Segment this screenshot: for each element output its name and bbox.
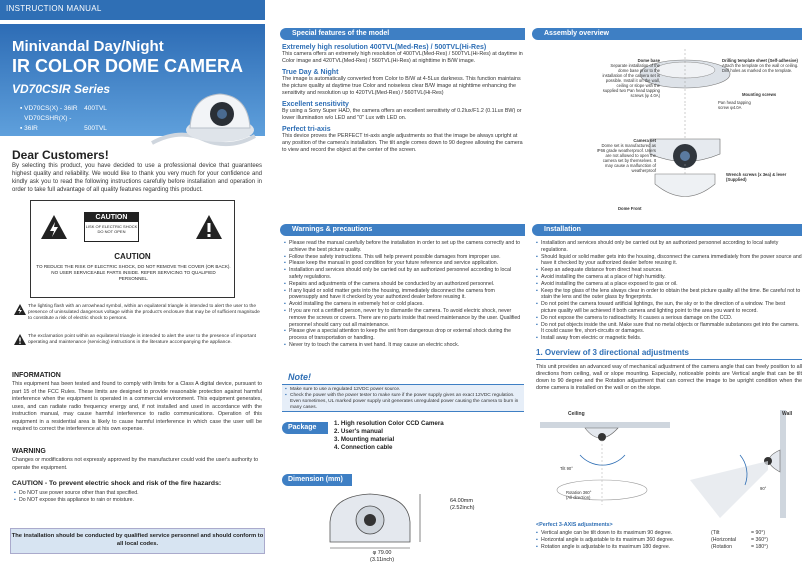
list-item: 3. Mounting material [334, 436, 395, 443]
width-dimension [370, 550, 394, 564]
list-item: ▪ Should liquid or solid matter gets into the housing, disconnect the camera immediately from the power source and have it checked by your authorized dealer before reusing it. [536, 254, 802, 268]
section-title: Special features of the model [292, 30, 390, 37]
label-desc: Separate installation of the dome base prior to the installation of the camera set is possible. Install it on the wall, ceiling or slope with the supplied two Pan head tapping screws (φ 4.0A) [602, 63, 660, 98]
installation-list [536, 240, 802, 342]
list-item: 4. Connection cable [334, 444, 393, 451]
model-name: VD70CSHR(X) - 36IR [24, 115, 72, 132]
overview-text: This unit provides an advanced way of mechanical adjustment of the camera angle that can freely position to all directions from ceiling, wall or slope mounting. Especially, noticeable points are Vertical angle that can be tilt down to 90 degree and the Rotation adjustment that can correct the image to be upright condition when the dome camera is installed on the wall or on the slope. [536, 364, 802, 391]
list-item: ▪ Do not expose the camera to radioactivity. It causes a serious damage on the CCD. [536, 315, 802, 322]
drilling-template-label [722, 58, 802, 73]
list-item: ▪ Never try to touch the camera in wet hand. It may cause an electric shock. [284, 342, 524, 349]
manual-label: INSTRUCTION MANUAL [6, 4, 102, 13]
note-box [282, 384, 524, 412]
caution-inner-text: LISK OF ELECTRIC SHOCK DO NOT OPEN [85, 224, 138, 234]
product-title-line2: IR COLOR DOME CAMERA [12, 56, 243, 76]
axis-name: (Horizontal [711, 536, 737, 543]
label-sub: (Self-adhesive) [768, 58, 798, 63]
list-item: ▪ Avoid installing the camera in extremely hot or cold places. [284, 301, 524, 308]
axis-value: = 360°) [751, 536, 768, 543]
tilt-label: Tilt 90° [560, 466, 573, 471]
assembly-section-header [532, 28, 802, 40]
pan-head-label: Pan head tapping screw φ4.0A [718, 100, 751, 110]
all-direction-text: (All direction) [566, 495, 591, 500]
feature-text: This device proves the PERFECT tri-axis angle adjustments so that the image be always upright at any position of the camera's installation. The tilt angle comes down to 90 degree allowing the camera to view and record the object at the center of the screen. [282, 133, 523, 153]
list-item: ▪ Installation and services should only be carried out by an authorized personnel according to local safety regulations. [536, 240, 802, 254]
dome-base-label [600, 58, 660, 98]
list-item [536, 530, 802, 537]
axis-name: (Tilt [711, 530, 720, 536]
caution-text: TO REDUCE THE RISK OF ELECTRIC SHOCK, DO NOT REMOVE THE COVER (OR BACK). NO USER SERVICEABLE PARTS INSIDE. REFER SERVICING TO QUALIFIED PERSONNEL. [36, 264, 231, 281]
perfect-axis-heading: <Perfect 3-AXIS adjustments> [536, 522, 613, 528]
list-item: ▪ Do not put objects inside the unit. Make sure that no metal objects or flammable substances get into the camera. It could cause fire, short-circuits or damages. [536, 322, 802, 336]
axis-text: ▪ Horizontal angle is adjustable to its maximum 360 degree. [541, 536, 675, 543]
list-item: ▪ Do NOT use power source other than that specified. [14, 490, 139, 497]
overview-rule [536, 359, 802, 360]
list-item: ▪ Install away from electric or magnetic fields. [536, 335, 802, 342]
greeting: Dear Customers! [12, 148, 109, 162]
lightning-warning-icon [40, 214, 68, 240]
model-row: ▪ VD70CSHR(X) - 36IR 500TVL [20, 115, 107, 132]
section-title: Warnings & precautions [292, 226, 373, 233]
caution-label: CAUTION [85, 213, 138, 222]
list-item: ▪ Please keep the manual in good condition for your future reference and service application. [284, 260, 524, 267]
package-list [334, 420, 444, 452]
footer-text: The installation should be conducted by qualified service personnel and should conform to all local codes. [11, 533, 264, 547]
height-inch: (2.52inch) [450, 505, 475, 511]
warning-text: Changes or modifications not expressly approved by the manufacturer could void the user's authority to operate the equipment. [12, 457, 259, 471]
width-mm: φ 79.00 [372, 550, 392, 556]
axis-value: = 180°) [751, 543, 768, 550]
ninety-label: 90° [760, 486, 767, 491]
package-tag: Package [282, 422, 328, 434]
feature-text: By using a Sony Super HAD, the camera offers an excellent sensitivity of 0.2lux/F1.2 (0.1Lux BW) or lower illumination w/o LED and "0" Lux with LED on. [282, 108, 522, 121]
axis-text: ▪ Vertical angle can be tilt down to its maximum 90 degree. [541, 530, 673, 536]
label-title: Camera set [633, 138, 656, 143]
exclamation-text: The exclamation point within an equilateral triangle is intended to alert the user to the presence of important operating and maintenance (servicing) instructions in the literature accompanying the appliance. [28, 334, 256, 345]
list-item: ▪ Please give a special attention to keep the unit from dangerous drop or external shock during the process of transportation or handling. [284, 328, 524, 342]
caution-label-box [84, 212, 139, 242]
axis-text: ▪ Rotation angle is adjustable to its maximum 180 degree. [541, 543, 671, 550]
label-title: Dome base [637, 58, 660, 63]
feature-heading: Excellent sensitivity [282, 101, 349, 108]
list-item: ▪ If you are not a certified person, never try to dismantle the camera. To avoid electric shock, never remove the screws or covers. There are no parts inside that need maintenance by the user. Qualified personnel should carry out all maintenance. [284, 308, 524, 328]
dimension-tag: Dimension (mm) [282, 474, 352, 486]
list-item: ▪ Repairs and adjustments of the camera should be conducted by an authorized personnel. [284, 281, 524, 288]
caution-heading: CAUTION [114, 252, 151, 261]
model-tvl: 400TVL [84, 105, 107, 112]
lightning-text: The lighting flash with an arrowhead symbol, within an equilateral triangle is intended to alert the user to the presence of uninsulated dangerous voltage within the product's enclosure that may be of sufficient magnitude to constitute a risk of electric shock to persons. [28, 304, 260, 321]
dimension-drawing [320, 492, 440, 552]
wall-label: Wall [782, 411, 793, 417]
model-row: ▪ VD70CS(X) - 36IR 400TVL [20, 105, 107, 112]
label-desc: Dome set is manufactured as IP66 grade weatherproof. Users are not allowed to open the camera set by themselves. It may cause a malfunction of weatherproof [596, 143, 656, 173]
product-title-line1: Minivandal Day/Night [12, 38, 164, 55]
ceiling-label: Ceiling [568, 411, 585, 417]
warnings-section-header [280, 224, 525, 236]
series-name: VD70CSIR Series [12, 82, 111, 96]
list-item: 1. High resolution Color CCD Camera [334, 420, 444, 427]
rotation-text: Rotation 360° [566, 490, 592, 495]
list-item: ▪ Do not point the camera toward artificial lightings, the sun, the sky or to the direction of a window. The best picture quality will be achieved if both camera and lighting point to the area you want to record. [536, 301, 802, 315]
warning-heading: WARNING [12, 448, 46, 455]
perfect-axis-list [536, 530, 802, 550]
features-section-header [280, 28, 525, 40]
model-name: VD70CS(X) - 36IR [24, 105, 78, 112]
list-item: ▪ Avoid installing the camera at a place of high humidity. [536, 274, 802, 281]
label-title: Drilling template sheet [722, 58, 767, 63]
model-tvl: 500TVL [84, 125, 107, 132]
feature-heading: Extremely high resolution 400TVL(Med-Res) / 500TVL(Hi-Res) [282, 44, 487, 51]
adjustment-diagram [540, 410, 802, 518]
feature-text: This camera offers an extremely high resolution of 400TVL(Med-Res) / 500TVL(Hi-Res) at daytime in Color image and 420TVL(Med-Res) / 560TVL(Hi-Res) at nighttime in B/W image. [282, 51, 523, 64]
mounting-screws-label: Mounting screws [742, 92, 777, 97]
section-title: Installation [544, 226, 581, 233]
intro-text: By selecting this product, you have decided to use a professional device that guarantees highest quality and reliability. We would like to thank you very much for your confidence and kindly ask you to read the following instructions carefully before installation and operation in order to take full advantage of all quality features regarding this product. [12, 163, 262, 193]
list-item: ▪ Do NOT expose this appliance to rain or moisture. [14, 497, 139, 504]
axis-value: = 90°) [751, 530, 766, 536]
list-item: ▪ Avoid installing the camera at a place exposed to gas or oil. [536, 281, 802, 288]
lightning-icon [14, 304, 26, 315]
list-item [536, 544, 802, 551]
note-label: Note! [288, 372, 311, 382]
feature-heading: Perfect tri-axis [282, 126, 331, 133]
fire-caution-heading: CAUTION - To prevent electric shock and risk of the fire hazards: [12, 480, 222, 487]
wrench-label: Wrench screws (x 3ea) & lever (Supplied) [726, 172, 787, 182]
info-heading: INFORMATION [12, 372, 61, 379]
camera-set-label [596, 138, 656, 173]
section-title: Assembly overview [544, 30, 609, 37]
warnings-list [284, 240, 524, 349]
feature-heading: True Day & Night [282, 69, 339, 76]
list-item: 2. User's manual [334, 428, 383, 435]
list-item: ▪ Follow these safety instructions. This will help prevent possible damages from improper use. [284, 254, 524, 261]
features-list [282, 44, 524, 154]
list-item: ▪ Check the power with the power tester to make sure if the power supply gives an exact 12VDC regulation. Even sometimes, UL marked power supply unit generates unregulated power causing the camera to burn in many cases. [285, 393, 521, 411]
exclamation-warning-icon [195, 214, 223, 240]
installation-section-header [532, 224, 802, 236]
list-item: ▪ Keep the top glass of the lens always clear in order to obtain the best picture quality all the time. Be careful not to stain the lens and the outer glass by fingerprints. [536, 288, 802, 302]
overview-heading: 1. Overview of 3 directional adjustments [536, 348, 689, 357]
info-text: This equipment has been tested and found to comply with limits for a Class A digital device, pursuant to part 15 of the FCC Rules. These limits are designed to provide reasonable protection against harmful interference when the equipment is operated in a commercial environment. This equipment generates, uses, and can radiate radio frequency energy and, if not installed and used in accordance with the instruction manual, may cause harmful interference to radio communications. Operation of this equipment in a residential area is likely to cause harmful interference in which case the user will be required to correct the interference at his own expense. [12, 381, 262, 432]
fire-caution-list [14, 490, 139, 504]
list-item [536, 537, 802, 544]
rotation-label [566, 490, 591, 500]
list-item: ▪ Please read the manual carefully before the installation in order to set up the camera correctly and to achieve the best picture quality. [284, 240, 524, 254]
axis-name: (Rotation [711, 543, 733, 550]
model-list [20, 104, 107, 134]
label-desc: Attach the template on the wall or ceiling. Drill holes as marked on the template. [722, 63, 799, 73]
width-inch: (3.11inch) [370, 557, 395, 563]
feature-text: The image is automatically converted from Color to B/W at 4-5Lux darkness. This function maintains the picture quality at daytime true Color and noiseless clear B/W image at nighttime enhancing the sensitivity and resolution up to 420TVL(Med-Res) / 560TVL(Hi-Res) [282, 76, 521, 96]
list-item: ▪ Make sure to use a regulated 12VDC power source. [285, 387, 521, 393]
list-item: ▪ If any liquid or solid matter gets into the housing, immediately disconnect the camera from powersupply and have it checked by your authorized dealer before reusing it. [284, 288, 524, 302]
dome-front-label: Dome Front [618, 206, 642, 211]
list-item: ▪ Installation and services should only be carried out by an authorized personnel according to local safety regulations. [284, 267, 524, 281]
height-dimension [450, 498, 474, 512]
height-mm: 64.00mm [450, 498, 473, 504]
exclamation-icon [14, 334, 26, 345]
list-item: ▪ Keep an adequate distance from direct heat sources. [536, 267, 802, 274]
camera-product-image [150, 88, 260, 153]
